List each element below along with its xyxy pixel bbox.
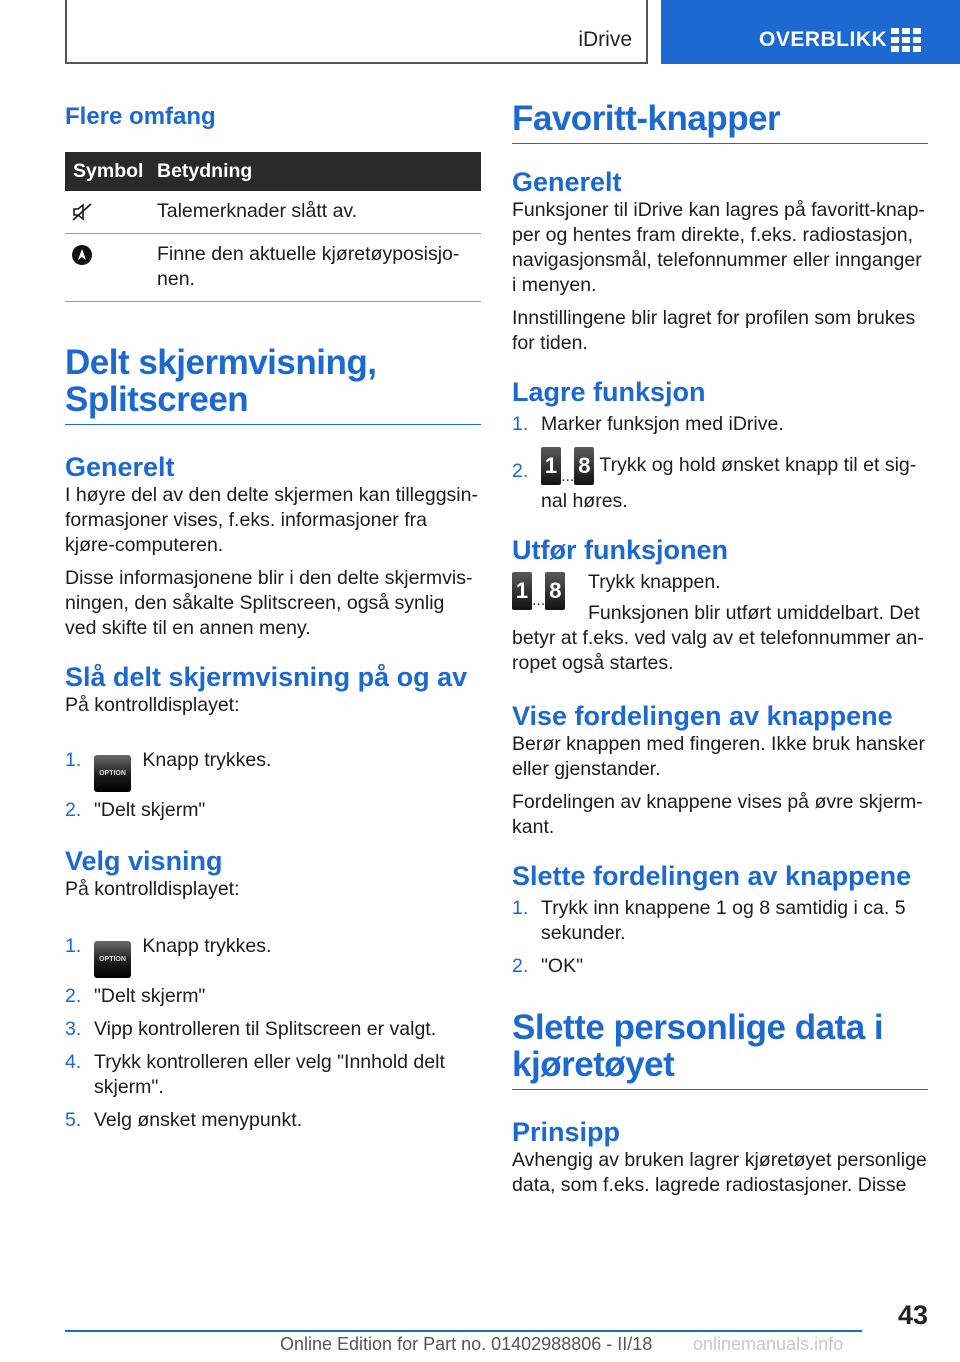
ellipsis: ... bbox=[532, 592, 546, 610]
paragraph: På kontrolldisplayet: bbox=[65, 878, 240, 900]
table-header-row bbox=[65, 152, 481, 191]
paragraph: Avhengig av bruken lagrer kjøretøyet personlige data, som f.eks. lagrede radiostasjoner. Disse bbox=[512, 1149, 927, 1197]
list-item bbox=[512, 896, 928, 946]
chapter-title: Delt skjermvisning, Splitscreen bbox=[65, 344, 481, 425]
subheading-velg: Velg visning bbox=[65, 846, 223, 876]
list-item bbox=[65, 1108, 481, 1133]
step-number: 2. bbox=[65, 799, 82, 821]
step-text: Trykk inn knappene 1 og 8 samtidig i ca. 5 sekunder. bbox=[541, 897, 906, 945]
option-button-icon: OPTION bbox=[94, 941, 131, 978]
list-item bbox=[65, 1050, 481, 1100]
paragraph: Funksjoner til iDrive kan lagres på favoritt-knap-per og hentes fram direkte, f.eks. radiostasjon, navigasjonsmål, telefonnummer eller innganger i menyen. bbox=[512, 199, 925, 296]
section-heading: Flere omfang bbox=[65, 103, 216, 130]
step-text: "Delt skjerm" bbox=[94, 799, 206, 821]
list-item bbox=[65, 798, 481, 823]
list-item bbox=[512, 954, 928, 979]
step-text: Knapp trykkes. bbox=[142, 749, 272, 771]
favorite-key-8-icon: 8 bbox=[545, 572, 565, 610]
step-text: "OK" bbox=[541, 955, 584, 978]
table-cell-symbol bbox=[65, 191, 149, 234]
paragraph: Disse informasjonene blir i den delte skjermvis-ningen, den såkalte Splitscreen, også synlig ved skifte til en annen meny. bbox=[65, 567, 473, 639]
table-cell-meaning: Finne den aktuelle kjøretøyposisjo-nen. bbox=[149, 234, 481, 302]
right-column bbox=[512, 100, 928, 1198]
step-number: 2. bbox=[512, 460, 529, 482]
table-cell-meaning: Talemerknader slått av. bbox=[149, 191, 481, 234]
table-cell-symbol bbox=[65, 234, 149, 302]
paragraph: Berør knappen med fingeren. Ikke bruk hansker eller gjenstander. bbox=[512, 733, 925, 781]
edition-text: Online Edition for Part no. 01402988806 - II/18 bbox=[280, 1334, 653, 1354]
list-item bbox=[512, 447, 928, 514]
favorite-key-1-icon: 1 bbox=[512, 572, 532, 610]
steps-list bbox=[65, 934, 481, 1133]
subheading-utfor: Utfør funksjonen bbox=[512, 535, 728, 566]
list-item bbox=[65, 748, 481, 792]
step-number: 2. bbox=[65, 985, 82, 1007]
paragraph: Innstillingene blir lagret for profilen som brukes for tiden. bbox=[512, 307, 916, 354]
ellipsis: ... bbox=[561, 468, 575, 486]
overview-button[interactable] bbox=[661, 0, 960, 64]
left-column bbox=[65, 95, 481, 1133]
favorite-key-8-icon: 8 bbox=[574, 447, 594, 485]
step-number: 4. bbox=[65, 1051, 82, 1073]
vehicle-position-icon bbox=[71, 244, 93, 266]
paragraph: På kontrolldisplayet: bbox=[65, 694, 240, 716]
step-number: 1. bbox=[65, 935, 82, 957]
steps-list bbox=[65, 748, 481, 823]
subheading-generelt: Generelt bbox=[65, 452, 175, 482]
table-header-cell: Symbol bbox=[65, 152, 149, 191]
list-item bbox=[65, 984, 481, 1009]
list-item bbox=[512, 412, 928, 437]
subheading-lagre: Lagre funksjon bbox=[512, 377, 706, 407]
header-section-box bbox=[65, 0, 648, 64]
subheading-sla: Slå delt skjermvisning på og av bbox=[65, 662, 468, 692]
steps-list bbox=[512, 896, 928, 979]
steps-list bbox=[512, 412, 928, 514]
list-item bbox=[65, 934, 481, 978]
step-number: 1. bbox=[65, 749, 82, 771]
paragraph: Trykk knappen. bbox=[588, 571, 721, 594]
subheading-generelt: Generelt bbox=[512, 167, 622, 197]
step-number: 2. bbox=[512, 955, 529, 978]
table-row bbox=[65, 191, 481, 234]
overview-label: OVERBLIKK bbox=[759, 28, 888, 51]
watermark-text: onlinemanuals.info bbox=[693, 1334, 844, 1354]
chapter-title: Favoritt-knapper bbox=[512, 100, 928, 144]
chapter-title: Slette personlige data i kjøretøyet bbox=[512, 1009, 928, 1090]
step-text: Trykk og hold ønsket knapp til et sig-nal høres. bbox=[541, 454, 917, 513]
step-text: Knapp trykkes. bbox=[142, 935, 272, 957]
step-number: 3. bbox=[65, 1018, 82, 1040]
step-text: Velg ønsket menypunkt. bbox=[94, 1109, 303, 1131]
subheading-prinsipp: Prinsipp bbox=[512, 1117, 621, 1148]
step-text: "Delt skjerm" bbox=[94, 985, 206, 1007]
favorite-key-1-icon: 1 bbox=[541, 447, 561, 485]
subheading-slette-fordeling: Slette fordelingen av knappene bbox=[512, 861, 912, 892]
favorite-keys-graphic bbox=[512, 572, 565, 610]
list-item bbox=[65, 1017, 481, 1042]
option-button-icon: OPTION bbox=[94, 755, 131, 792]
paragraph: Fordelingen av knappene vises på øvre skjerm-kant. bbox=[512, 791, 923, 839]
muted-speaker-icon bbox=[71, 201, 93, 223]
step-text: Marker funksjon med iDrive. bbox=[541, 413, 784, 435]
symbol-table bbox=[65, 152, 481, 302]
table-row bbox=[65, 234, 481, 302]
step-text: Vipp kontrolleren til Splitscreen er valgt. bbox=[94, 1018, 437, 1040]
execute-block bbox=[512, 570, 928, 676]
step-number: 1. bbox=[512, 413, 529, 435]
paragraph: Funksjonen blir utført umiddelbart. Det betyr at f.eks. ved valg av et telefonnummer an-ropet også startes. bbox=[512, 602, 924, 675]
footer-divider bbox=[65, 1330, 862, 1332]
grid-menu-icon bbox=[891, 28, 921, 53]
step-text: Trykk kontrolleren eller velg "Innhold delt skjerm". bbox=[94, 1051, 445, 1098]
page-number: 43 bbox=[897, 1300, 928, 1330]
paragraph: I høyre del av den delte skjermen kan tilleggsin-formasjoner vises, f.eks. informasjoner fra kjøre-computeren. bbox=[65, 484, 478, 556]
table-header-cell: Betydning bbox=[149, 152, 481, 191]
step-number: 5. bbox=[65, 1109, 82, 1131]
step-number: 1. bbox=[512, 897, 529, 920]
subheading-vise: Vise fordelingen av knappene bbox=[512, 701, 893, 732]
header-section-label: iDrive bbox=[578, 28, 632, 51]
